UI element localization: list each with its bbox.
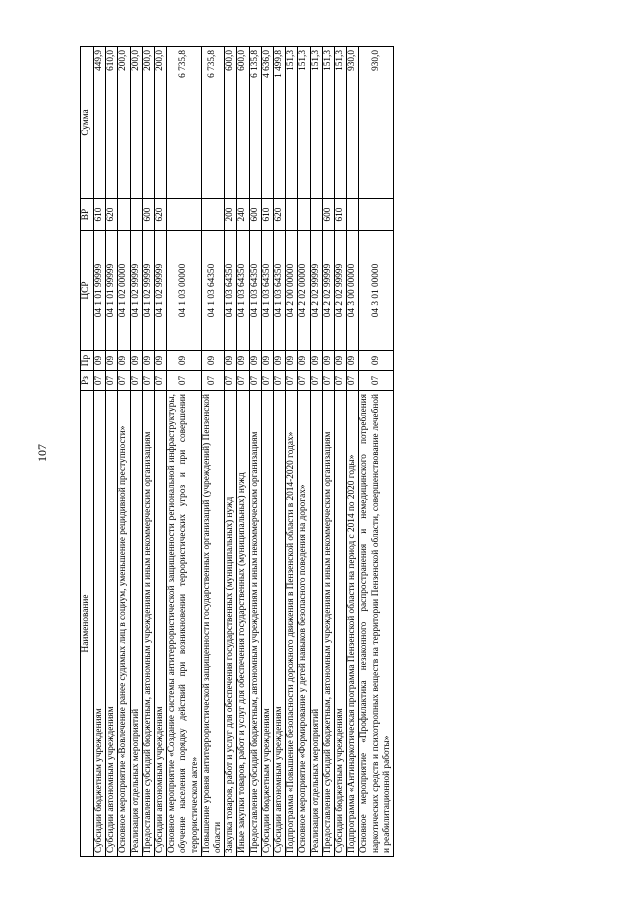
cell-sum: 200,0: [155, 47, 167, 199]
cell-rz: 07: [155, 371, 167, 391]
cell-pr: 09: [94, 351, 106, 371]
cell-pr: 09: [261, 351, 273, 371]
cell-rz: 07: [106, 371, 118, 391]
cell-vr: [201, 199, 224, 231]
cell-csr: 04 1 03 64350: [201, 231, 224, 351]
budget-table: [80, 46, 394, 857]
cell-vr: 620: [274, 199, 286, 231]
cell-vr: [347, 199, 359, 231]
cell-sum: 151,3: [298, 47, 310, 199]
cell-vr: 610: [94, 199, 106, 231]
cell-vr: [359, 199, 394, 231]
table-row: [106, 47, 118, 857]
cell-sum: 610,0: [106, 47, 118, 199]
cell-sum: 151,3: [310, 47, 322, 199]
table-row: [298, 47, 310, 857]
cell-csr: 04 3 01 00000: [359, 231, 394, 351]
cell-rz: 07: [249, 371, 261, 391]
cell-rz: 07: [286, 371, 298, 391]
cell-pr: 09: [286, 351, 298, 371]
table-row: [347, 47, 359, 857]
cell-vr: 600: [249, 199, 261, 231]
cell-rz: 07: [261, 371, 273, 391]
table-row: [274, 47, 286, 857]
header-name: Наименование: [81, 391, 94, 857]
cell-name: Субсидии бюджетным учреждениям: [94, 391, 106, 857]
header-pr: Пр: [81, 351, 94, 371]
cell-vr: 620: [106, 199, 118, 231]
cell-vr: [298, 199, 310, 231]
cell-pr: 09: [237, 351, 249, 371]
cell-pr: 09: [130, 351, 142, 371]
cell-rz: 07: [347, 371, 359, 391]
cell-pr: 09: [310, 351, 322, 371]
cell-pr: 09: [298, 351, 310, 371]
cell-vr: 200: [225, 199, 237, 231]
table-row: [237, 47, 249, 857]
cell-csr: 04 1 02 99999: [142, 231, 154, 351]
cell-csr: 04 1 02 99999: [155, 231, 167, 351]
table-row: [310, 47, 322, 857]
cell-pr: 09: [322, 351, 334, 371]
cell-vr: 600: [142, 199, 154, 231]
cell-rz: 07: [167, 371, 202, 391]
cell-name: Основное мероприятие «Создание системы антитеррористической защищенности региональной инфраструктуры, обучение населения порядку действий при возникновении террористических угроз и при совершении террористическом акте»: [167, 391, 202, 857]
cell-pr: 09: [249, 351, 261, 371]
table-row: [322, 47, 334, 857]
cell-name: Предоставление субсидий бюджетным, автономным учреждениям и иным некоммерческим организациям: [142, 391, 154, 857]
cell-name: Реализация отдельных мероприятий: [310, 391, 322, 857]
cell-name: Субсидии бюджетным учреждениям: [261, 391, 273, 857]
cell-vr: [286, 199, 298, 231]
cell-pr: 09: [167, 351, 202, 371]
cell-name: Повышение уровня антитеррористической защищенности государственных организаций (учреждений) Пензенской области: [201, 391, 224, 857]
cell-sum: 200,0: [118, 47, 130, 199]
cell-sum: 6 135,8: [249, 47, 261, 199]
cell-rz: 07: [322, 371, 334, 391]
table-row: [130, 47, 142, 857]
cell-rz: 07: [310, 371, 322, 391]
cell-sum: 4 636,0: [261, 47, 273, 199]
cell-pr: 09: [335, 351, 347, 371]
cell-pr: 09: [155, 351, 167, 371]
cell-vr: [130, 199, 142, 231]
cell-pr: 09: [142, 351, 154, 371]
cell-rz: 07: [130, 371, 142, 391]
table-row: [249, 47, 261, 857]
cell-pr: 09: [201, 351, 224, 371]
cell-name: Основное мероприятие «Профилактика незаконного распространения и немедицинского потребления наркотических средств и психотропных веществ на территории Пензенской области, совершенствование лечебной и реабилитационной работы»: [359, 391, 394, 857]
cell-csr: 04 1 03 64350: [249, 231, 261, 351]
table-header-row: [81, 47, 94, 857]
cell-csr: 04 1 03 64350: [274, 231, 286, 351]
cell-vr: [167, 199, 202, 231]
cell-sum: 600,0: [237, 47, 249, 199]
cell-rz: 07: [359, 371, 394, 391]
cell-sum: 151,3: [286, 47, 298, 199]
cell-csr: 04 1 03 64350: [225, 231, 237, 351]
cell-rz: 07: [335, 371, 347, 391]
cell-csr: 04 1 03 64350: [261, 231, 273, 351]
header-rz: Рз: [81, 371, 94, 391]
cell-csr: 04 2 02 99999: [322, 231, 334, 351]
cell-name: Основное мероприятие «Вовлечение ранее судимых лиц в социум, уменьшение рецидивной преступности»: [118, 391, 130, 857]
cell-csr: 04 2 00 00000: [286, 231, 298, 351]
table-row: [286, 47, 298, 857]
cell-csr: 04 1 02 99999: [130, 231, 142, 351]
cell-csr: 04 1 03 64350: [237, 231, 249, 351]
cell-sum: 200,0: [130, 47, 142, 199]
cell-csr: 04 2 02 99999: [310, 231, 322, 351]
cell-name: Субсидии автономным учреждениям: [274, 391, 286, 857]
table-row: [118, 47, 130, 857]
table-row: [359, 47, 394, 857]
cell-csr: 04 2 02 00000: [298, 231, 310, 351]
cell-vr: 610: [261, 199, 273, 231]
cell-rz: 07: [274, 371, 286, 391]
table-row: [167, 47, 202, 857]
cell-sum: 930,0: [347, 47, 359, 199]
cell-sum: 6 735,8: [167, 47, 202, 199]
cell-name: Иные закупки товаров, работ и услуг для обеспечения государственных (муниципальных) нужд: [237, 391, 249, 857]
cell-rz: 07: [298, 371, 310, 391]
page-number: 107: [35, 444, 49, 462]
cell-name: Основное мероприятие «Формирование у детей навыков безопасного поведения на дорогах»: [298, 391, 310, 857]
cell-name: Подпрограмма «Антинаркотическая программа Пензенской области на период с 2014 по 2020 годы»: [347, 391, 359, 857]
cell-pr: 09: [347, 351, 359, 371]
cell-name: Субсидии автономным учреждениям: [155, 391, 167, 857]
cell-csr: 04 1 03 00000: [167, 231, 202, 351]
table-row: [335, 47, 347, 857]
cell-pr: 09: [359, 351, 394, 371]
header-csr: ЦСР: [81, 231, 94, 351]
cell-csr: 04 1 02 00000: [118, 231, 130, 351]
rotated-page-content: [80, 47, 610, 857]
cell-name: Реализация отдельных мероприятий: [130, 391, 142, 857]
cell-csr: 04 3 00 00000: [347, 231, 359, 351]
cell-sum: 449,9: [94, 47, 106, 199]
table-row: [155, 47, 167, 857]
cell-sum: 151,3: [322, 47, 334, 199]
cell-pr: 09: [274, 351, 286, 371]
cell-vr: [310, 199, 322, 231]
cell-vr: [118, 199, 130, 231]
cell-csr: 04 1 01 99999: [94, 231, 106, 351]
cell-rz: 07: [94, 371, 106, 391]
cell-name: Подпрограмма «Повышение безопасности дорожного движения в Пензенской области в 2014-2020 годах»: [286, 391, 298, 857]
table-row: [225, 47, 237, 857]
cell-sum: 6 735,8: [201, 47, 224, 199]
cell-vr: 600: [322, 199, 334, 231]
cell-sum: 200,0: [142, 47, 154, 199]
cell-vr: 240: [237, 199, 249, 231]
cell-vr: 610: [335, 199, 347, 231]
cell-vr: 620: [155, 199, 167, 231]
cell-csr: 04 1 01 99999: [106, 231, 118, 351]
cell-name: Предоставление субсидий бюджетным, автономным учреждениям и иным некоммерческим организациям: [249, 391, 261, 857]
header-vr: ВР: [81, 199, 94, 231]
cell-name: Субсидии автономным учреждениям: [106, 391, 118, 857]
cell-rz: 07: [237, 371, 249, 391]
cell-sum: 1 499,8: [274, 47, 286, 199]
table-row: [142, 47, 154, 857]
cell-rz: 07: [225, 371, 237, 391]
table-row: [201, 47, 224, 857]
cell-sum: 930,0: [359, 47, 394, 199]
cell-pr: 09: [106, 351, 118, 371]
header-sum: Сумма: [81, 47, 94, 199]
cell-name: Предоставление субсидий бюджетным, автономным учреждениям и иным некоммерческим организациям: [322, 391, 334, 857]
table-row: [261, 47, 273, 857]
cell-rz: 07: [142, 371, 154, 391]
cell-csr: 04 2 02 99999: [335, 231, 347, 351]
cell-pr: 09: [225, 351, 237, 371]
cell-sum: 600,0: [225, 47, 237, 199]
cell-rz: 07: [201, 371, 224, 391]
cell-name: Закупка товаров, работ и услуг для обеспечения государственных (муниципальных) нужд: [225, 391, 237, 857]
cell-pr: 09: [118, 351, 130, 371]
table-body: [94, 47, 394, 857]
cell-sum: 151,3: [335, 47, 347, 199]
cell-rz: 07: [118, 371, 130, 391]
cell-name: Субсидии бюджетным учреждениям: [335, 391, 347, 857]
table-row: [94, 47, 106, 857]
